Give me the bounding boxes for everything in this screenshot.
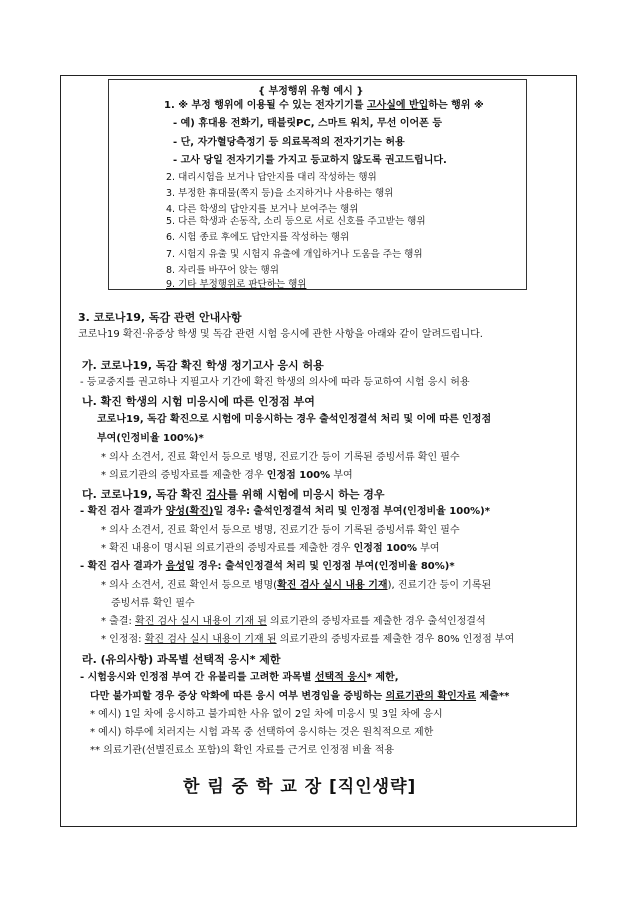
section3-intro: 코로나19 확진·유증상 학생 및 독감 관련 시험 응시에 관한 사항을 아래와 같이 알려드립니다. [78, 329, 483, 340]
subsection-na-line: 부여(인정비율 100%)* [97, 433, 204, 444]
cheating-examples-box [108, 79, 527, 290]
positive-result-line: - 확진 검사 결과가 양성(확진)일 경우: 출석인정결석 처리 및 인정점 부여(인정비율 100%)* [80, 506, 490, 517]
subsection-na-heading: 나. 확진 학생의 시험 미응시에 따른 인정점 부여 [82, 395, 315, 408]
notice-frame [60, 75, 577, 827]
subsection-ra-line: 다만 불가피할 경우 증상 악화에 따른 응시 여부 변경임을 증빙하는 의료기관의 확인자료 제출** [90, 691, 510, 702]
example-item-1-sub: - 단, 자가혈당측정기 등 의료목적의 전자기기는 허용 [173, 137, 405, 148]
examples-title: { 부정행위 유형 예시 } [258, 86, 364, 97]
subsection-ga-line: - 등교중지를 권고하나 지필고사 기간에 확진 학생의 의사에 따라 등교하여 시험 응시 허용 [80, 377, 470, 388]
subsection-na-note: * 의사 소견서, 진료 확인서 등으로 병명, 진료기간 등이 기록된 증빙서류 확인 필수 [101, 452, 460, 463]
example-item: 5. 다른 학생과 손동작, 소리 등으로 서로 신호를 주고받는 행위 [166, 216, 426, 227]
negative-result-line: - 확진 검사 결과가 음성일 경우: 출석인정결석 처리 및 인정점 부여(인정비율 80%)* [80, 561, 455, 572]
subsection-ra-heading: 라. (유의사항) 과목별 선택적 응시* 제한 [82, 653, 281, 666]
positive-note: * 의사 소견서, 진료 확인서 등으로 병명, 진료기간 등이 기록된 증빙서류 확인 필수 [101, 525, 460, 536]
example-item-1: 1. ※ 부정 행위에 이용될 수 있는 전자기기를 고사실에 반입하는 행위 ※ [164, 100, 484, 111]
subsection-ga-heading: 가. 코로나19, 독감 확진 학생 정기고사 응시 허용 [82, 359, 324, 372]
subsection-ra-line: - 시험응시와 인정점 부여 간 유불리를 고려한 과목별 선택적 응시* 제한, [80, 672, 399, 683]
example-item-1-sub: - 예) 휴대용 전화기, 태블릿PC, 스마트 워치, 무선 이어폰 등 [173, 118, 442, 129]
example-item-1-sub: - 고사 당일 전자기기를 가지고 등교하지 않도록 권고드립니다. [173, 155, 447, 166]
positive-note: * 확진 내용이 명시된 의료기관의 증빙자료를 제출한 경우 인정점 100% 부여 [101, 543, 440, 554]
negative-note-cont: 증빙서류 확인 필수 [111, 598, 195, 609]
negative-note: * 인정점: 확진 검사 실시 내용이 기재 된 의료기관의 증빙자료를 제출한 경우 80% 인정점 부여 [101, 634, 515, 645]
section3-heading: 3. 코로나19, 독감 관련 안내사항 [78, 311, 242, 324]
subsection-na-line: 코로나19, 독감 확진으로 시험에 미응시하는 경우 출석인정결석 처리 및 이에 따른 인정점 [97, 414, 492, 425]
example-item: 9. 기타 부정행위로 판단하는 행위 [166, 279, 307, 290]
example-item: 7. 시험지 유출 및 시험지 유출에 개입하거나 도움을 주는 행위 [166, 249, 423, 260]
subsection-na-note: * 의료기관의 증빙자료를 제출한 경우 인정점 100% 부여 [101, 470, 353, 481]
subsection-ra-note: * 예시) 1일 차에 응시하고 불가피한 사유 없이 2일 차에 미응시 및 3일 차에 응시 [90, 709, 443, 720]
negative-note: * 의사 소견서, 진료 확인서 등으로 병명(확진 검사 실시 내용 기재), 진료기간 등이 기록된 [101, 580, 492, 591]
principal-signature: 한 림 중 학 교 장 [직인생략] [183, 777, 417, 797]
example-item: 6. 시험 종료 후에도 답안지를 작성하는 행위 [166, 232, 350, 243]
example-item: 4. 다른 학생의 답안지를 보거나 보여주는 행위 [166, 204, 359, 215]
subsection-ra-note: * 예시) 하루에 치러지는 시험 과목 중 선택하여 응시하는 것은 원칙적으로 제한 [90, 727, 434, 738]
example-item: 2. 대리시험을 보거나 답안지를 대리 작성하는 행위 [166, 172, 377, 183]
negative-note: * 출결: 확진 검사 실시 내용이 기재 된 의료기관의 증빙자료를 제출한 경우 출석인정결석 [101, 616, 486, 627]
example-item: 8. 자리를 바꾸어 앉는 행위 [166, 265, 279, 276]
subsection-ra-note: ** 의료기관(선별진료소 포함)의 확인 자료를 근거로 인정점 비율 적용 [90, 745, 395, 756]
subsection-da-heading: 다. 코로나19, 독감 확진 검사를 위해 시험에 미응시 하는 경우 [82, 488, 385, 501]
example-item: 3. 부정한 휴대물(쪽지 등)을 소지하거나 사용하는 행위 [166, 188, 394, 199]
